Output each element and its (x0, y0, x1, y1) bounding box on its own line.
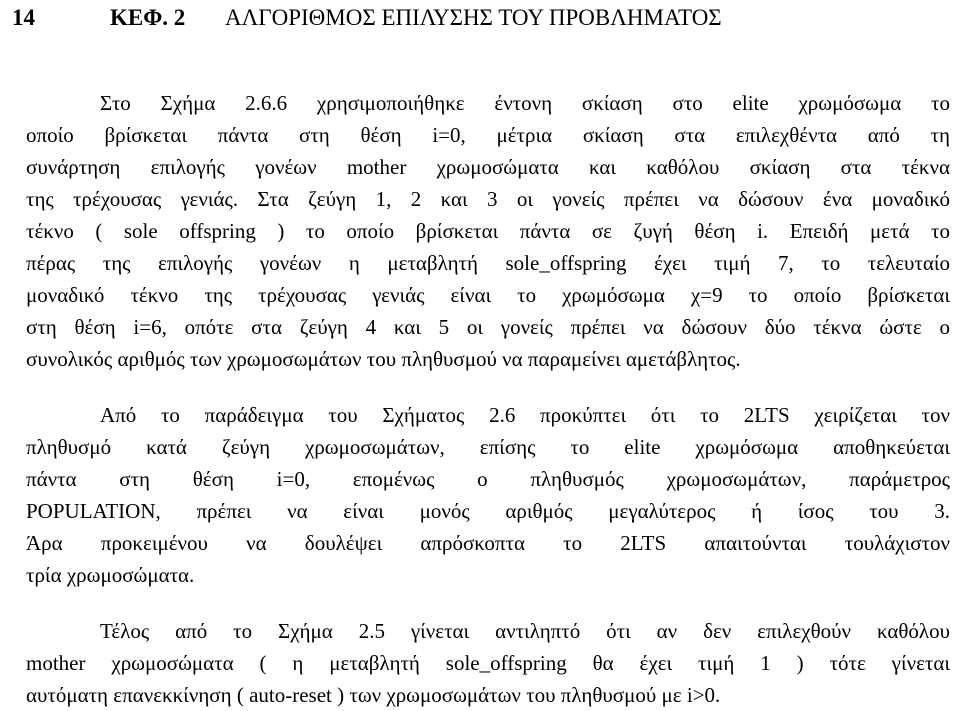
text-line: αυτόματη επανεκκίνηση ( auto-reset ) των χρωμοσωμάτων του πληθυσμού με i>0. (26, 683, 721, 707)
text-line: mother χρωμοσώματα ( η μεταβλητή sole_offspring θα έχει τιμή 1 ) τότε γίνεται (26, 651, 950, 675)
text-line: στη θέση i=6, οπότε στα ζεύγη 4 και 5 οι γονείς πρέπει να δώσουν δύο τέκνα ώστε ο (26, 315, 950, 339)
chapter-label: ΚΕΦ. 2 (110, 5, 186, 30)
text-line: συνάρτηση επιλογής γονέων mother χρωμοσώματα και καθόλου σκίαση στα τέκνα (26, 155, 950, 179)
text-line: τέκνο ( sole offspring ) το οποίο βρίσκεται πάντα σε ζυγή θέση i. Επειδή μετά το (26, 219, 950, 243)
text-line: Από το παράδειγμα του Σχήματος 2.6 προκύπτει ότι το 2LTS χειρίζεται τον (100, 403, 950, 427)
text-line: της τρέχουσας γενιάς. Στα ζεύγη 1, 2 και 3 οι γονείς πρέπει να δώσουν ένα μοναδικό (26, 187, 950, 211)
text-line: Άρα προκειμένου να δουλέψει απρόσκοπτα το 2LTS απαιτούνται τουλάχιστον (26, 531, 950, 555)
text-line: συνολικός αριθμός των χρωμοσωμάτων του πληθυσμού να παραμείνει αμετάβλητος. (26, 347, 741, 371)
chapter-title: ΑΛΓΟΡΙΘΜΟΣ ΕΠΙΛΥΣΗΣ ΤΟΥ ΠΡΟΒΛΗΜΑΤΟΣ (225, 5, 722, 30)
text-line: πάντα στη θέση i=0, επομένως ο πληθυσμός χρωμοσωμάτων, παράμετρος (26, 467, 950, 491)
text-line: πέρας της επιλογής γονέων η μεταβλητή sole_offspring έχει τιμή 7, το τελευταίο (26, 251, 950, 275)
page-number: 14 (12, 5, 35, 30)
text-line: POPULATION, πρέπει να είναι μονός αριθμός μεγαλύτερος ή ίσος του 3. (26, 499, 950, 523)
text-line: Στο Σχήμα 2.6.6 χρησιμοποιήθηκε έντονη σκίαση στο elite χρωμόσωμα το (100, 91, 950, 115)
text-line: μοναδικό τέκνο της τρέχουσας γενιάς είναι το χρωμόσωμα χ=9 το οποίο βρίσκεται (26, 283, 950, 307)
text-line: οποίο βρίσκεται πάντα στη θέση i=0, μέτρια σκίαση στα επιλεχθέντα από τη (26, 123, 950, 147)
text-line: τρία χρωμοσώματα. (26, 563, 195, 587)
text-line: Τέλος από το Σχήμα 2.5 γίνεται αντιληπτό ότι αν δεν επιλεχθούν καθόλου (100, 619, 950, 643)
text-line: πληθυσμό κατά ζεύγη χρωμοσωμάτων, επίσης το elite χρωμόσωμα αποθηκεύεται (26, 435, 950, 459)
